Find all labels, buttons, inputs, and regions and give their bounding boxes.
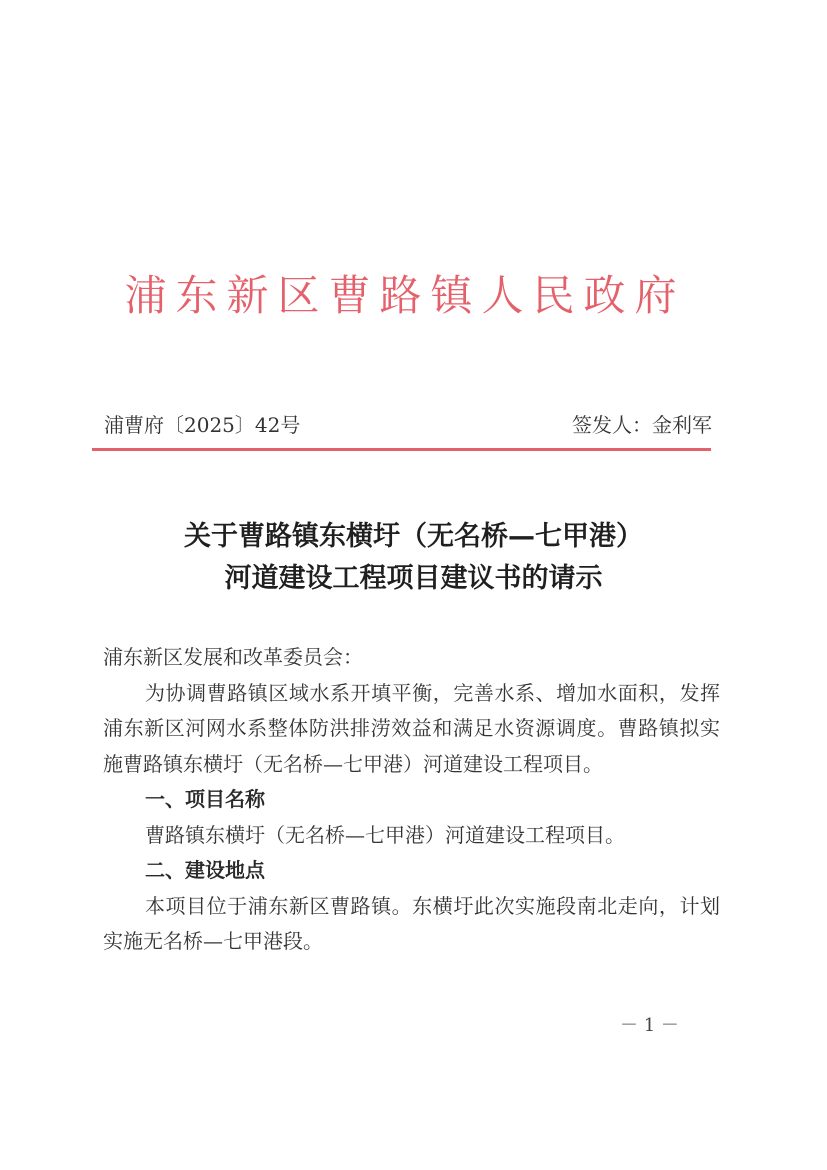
intro-paragraph: 为协调曹路镇区域水系开填平衡，完善水系、增加水面积，发挥浦东新区河网水系整体防洪排涝效益和满足水资源调度。曹路镇拟实施曹路镇东横圩（无名桥—七甲港）河道建设工程项目。 (103, 680, 720, 776)
section-heading-project-name: 一、项目名称 (145, 787, 265, 811)
document-number: 浦曹府〔2025〕42号 (104, 413, 301, 437)
signer-label: 签发人：金利军 (572, 413, 712, 437)
title-line-2: 河道建设工程项目建议书的请示 (224, 563, 603, 594)
section-text-project-name: 曹路镇东横圩（无名桥—七甲港）河道建设工程项目。 (145, 822, 625, 847)
section-text-location: 本项目位于浦东新区曹路镇。东横圩此次实施段南北走向，计划实施无名桥—七甲港段。 (103, 893, 720, 953)
document-body (103, 640, 720, 960)
red-divider-line (92, 448, 711, 451)
issuer-masthead: 浦东新区曹路镇人民政府 (124, 271, 686, 320)
title-line-1: 关于曹路镇东横圩（无名桥—七甲港） (184, 521, 643, 552)
document-title (60, 516, 767, 600)
addressee: 浦东新区发展和改革委员会： (103, 645, 363, 669)
page-number: － 1 － (620, 1015, 679, 1036)
section-heading-location: 二、建设地点 (145, 858, 265, 882)
